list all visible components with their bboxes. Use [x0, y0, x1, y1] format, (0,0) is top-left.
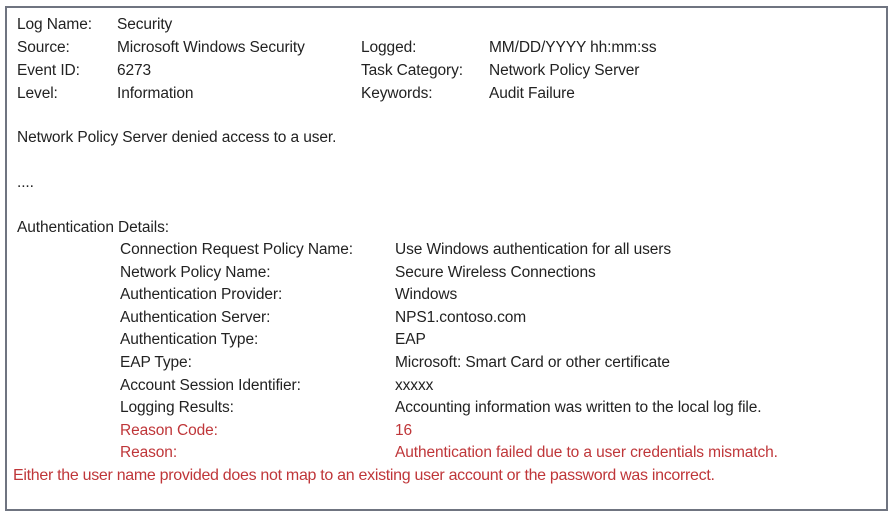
- event-id-label: Event ID:: [17, 62, 80, 79]
- detail-row-authentication-type: [17, 329, 876, 352]
- level-value: Information: [117, 85, 194, 102]
- detail-value: Microsoft: Smart Card or other certificate: [395, 353, 670, 371]
- detail-value: Accounting information was written to the local log file.: [395, 399, 762, 417]
- detail-row-network-policy-name: [17, 262, 876, 285]
- detail-label: Reason:: [120, 444, 178, 462]
- detail-label: Authentication Server:: [120, 308, 271, 326]
- keywords-label: Keywords:: [361, 85, 433, 102]
- detail-value: EAP: [395, 331, 426, 349]
- reason-explanation: Either the user name provided does not map to an existing user account or the password was incorrect.: [13, 466, 715, 484]
- event-id-value: 6273: [117, 62, 152, 79]
- level-label: Level:: [17, 85, 58, 102]
- source-value: Microsoft Windows Security: [117, 39, 305, 56]
- event-log-panel: [5, 6, 888, 511]
- detail-row-logging-results: [17, 397, 876, 420]
- detail-row-reason: [17, 442, 876, 465]
- detail-label: Account Session Identifier:: [120, 376, 301, 394]
- log-name-label: Log Name:: [17, 16, 92, 33]
- source-label: Source:: [17, 39, 70, 56]
- detail-row-authentication-provider: [17, 284, 876, 307]
- detail-label: Network Policy Name:: [120, 263, 271, 281]
- detail-label: Connection Request Policy Name:: [120, 241, 353, 258]
- keywords-value: Audit Failure: [489, 85, 575, 102]
- detail-value: Secure Wireless Connections: [395, 263, 596, 281]
- detail-label: Logging Results:: [120, 399, 234, 417]
- detail-row-connection-request-policy: [17, 239, 876, 262]
- detail-value: Windows: [395, 286, 458, 304]
- detail-label: Authentication Type:: [120, 331, 259, 349]
- detail-value: xxxxx: [395, 376, 434, 394]
- detail-label: Authentication Provider:: [120, 286, 283, 304]
- detail-row-reason-code: [17, 420, 876, 443]
- logged-value: MM/DD/YYYY hh:mm:ss: [489, 39, 657, 56]
- event-header: [17, 13, 876, 105]
- header-empty-cell: [361, 13, 489, 36]
- event-log-content: [7, 8, 886, 488]
- ellipsis-text: ....: [17, 174, 34, 191]
- detail-row-account-session-identifier: [17, 375, 876, 398]
- detail-label: EAP Type:: [120, 353, 192, 371]
- detail-row-eap-type: [17, 352, 876, 375]
- detail-value: NPS1.contoso.com: [395, 308, 527, 326]
- header-empty-cell: [489, 13, 876, 36]
- log-name-value: Security: [117, 16, 173, 33]
- detail-value: Use Windows authentication for all users: [395, 241, 671, 258]
- detail-label: Reason Code:: [120, 421, 218, 439]
- task-category-label: Task Category:: [361, 62, 463, 79]
- detail-value: Authentication failed due to a user credentials mismatch.: [395, 444, 778, 462]
- event-message: Network Policy Server denied access to a user.: [17, 129, 337, 146]
- logged-label: Logged:: [361, 39, 417, 56]
- task-category-value: Network Policy Server: [489, 62, 640, 79]
- detail-value: 16: [395, 421, 413, 439]
- authentication-details: [17, 239, 876, 465]
- section-title: Authentication Details:: [17, 219, 169, 236]
- detail-row-authentication-server: [17, 307, 876, 330]
